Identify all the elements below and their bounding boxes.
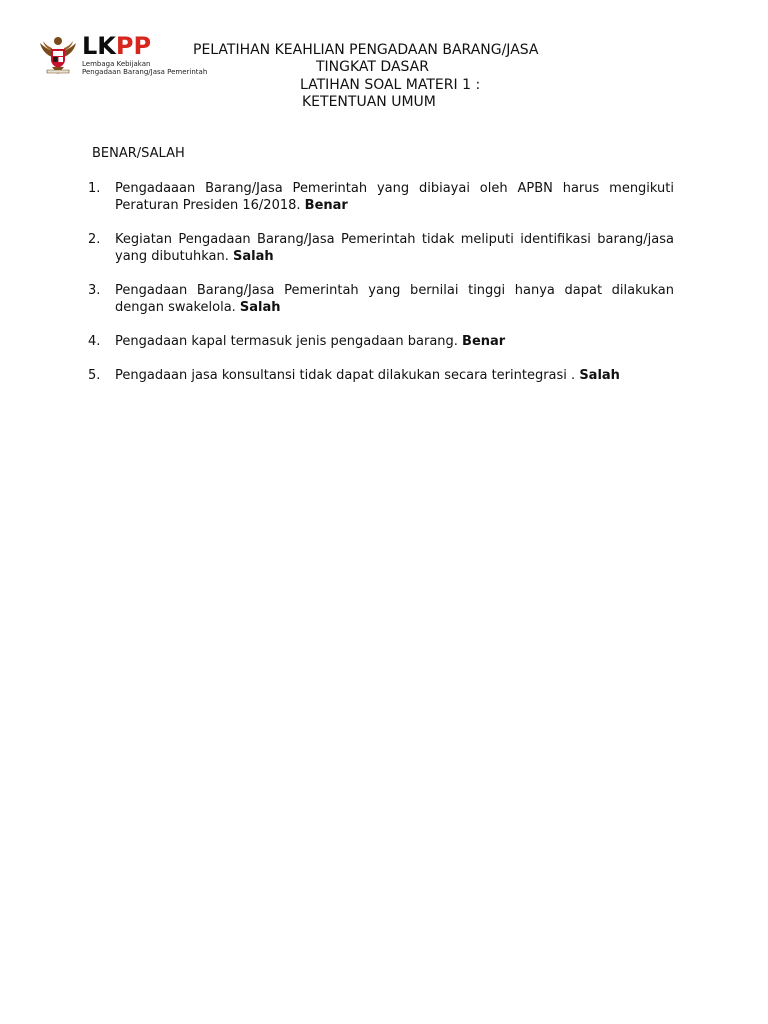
logo-wordmark [82, 33, 151, 59]
question-text: Pengadaan Barang/Jasa Pemerintah yang bernilai tinggi hanya dapat dilakukan dengan swakelola. [115, 283, 674, 315]
header-title: PELATIHAN KEAHLIAN PENGADAAN BARANG/JASA [193, 42, 539, 58]
question-answer: Salah [239, 300, 281, 315]
question-number: 2. [88, 232, 101, 247]
question-answer: Salah [232, 249, 274, 264]
question-answer: Benar [304, 198, 348, 213]
question-text: Pengadaan kapal termasuk jenis pengadaan barang. [115, 334, 463, 349]
question-item [88, 180, 674, 214]
question-number: 3. [88, 283, 101, 298]
question-text: Pengadaaan Barang/Jasa Pemerintah yang dibiayai oleh APBN harus mengikuti Peraturan Presiden 16/2018. [115, 181, 674, 213]
garuda-emblem-icon [38, 33, 78, 75]
question-answer: Salah [579, 368, 620, 383]
logo-wordmark-prefix: LK [82, 32, 116, 60]
question-number: 4. [88, 334, 101, 349]
header-topic: KETENTUAN UMUM [302, 94, 436, 110]
question-number: 5. [88, 368, 101, 383]
question-text: Kegiatan Pengadaan Barang/Jasa Pemerintah tidak meliputi identifikasi barang/jasa yang dibutuhkan. [115, 232, 674, 264]
question-item [88, 282, 674, 316]
question-answer: Benar [462, 334, 506, 349]
question-item [88, 231, 674, 265]
question-number: 1. [88, 181, 101, 196]
header-exercise: LATIHAN SOAL MATERI 1 : [300, 77, 481, 93]
question-text: Pengadaan jasa konsultansi tidak dapat dilakukan secara terintegrasi . [115, 368, 580, 383]
header-level: TINGKAT DASAR [316, 59, 429, 75]
logo-subtitle-line1: Lembaga Kebijakan [82, 60, 151, 68]
logo-wordmark-suffix: PP [115, 32, 152, 60]
lkpp-logo [38, 33, 208, 77]
question-list [88, 180, 674, 384]
section-title: BENAR/SALAH [92, 146, 185, 161]
question-item [88, 333, 674, 350]
question-item [88, 367, 674, 384]
logo-subtitle-line2: Pengadaan Barang/Jasa Pemerintah [82, 68, 208, 76]
